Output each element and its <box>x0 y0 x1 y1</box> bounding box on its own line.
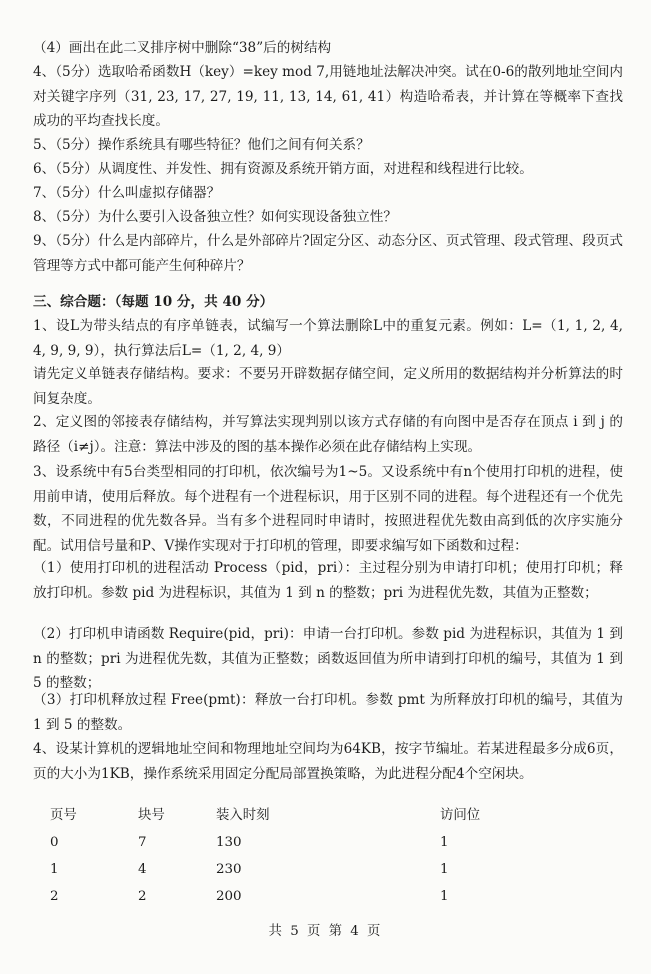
question-2-5: 5、（5分）操作系统具有哪些特征？他们之间有何关系？ <box>33 137 370 153</box>
cell-block-number: 2 <box>138 889 147 905</box>
cell-page-number: 2 <box>50 889 59 905</box>
question-2-8: 8、（5分）为什么要引入设备独立性？如何实现设备独立性？ <box>33 209 397 225</box>
table-row <box>50 884 510 911</box>
question-3-3-item-1: （1）使用打印机的进程活动 Process（pid，pri）：主过程分别为申请打印机；使用打印机；释放打印机。参数 pid 为进程标识，其值为 1 到 n 的整数；pri 为进程优先数，其值为正整数； <box>33 560 623 601</box>
cell-block-number: 4 <box>138 862 147 878</box>
table-row <box>50 857 510 884</box>
header-page-number: 页号 <box>50 808 77 824</box>
question-2-6: 6、（5分）从调度性、并发性、拥有资源及系统开销方面，对进程和线程进行比较。 <box>33 161 533 177</box>
cell-access-bit: 1 <box>440 889 449 905</box>
question-2-7: 7、（5分）什么叫虚拟存储器？ <box>33 185 221 201</box>
question-3-1-requirements: 请先定义单链表存储结构。要求：不要另开辟数据存储空间，定义所用的数据结构并分析算法的时间复杂度。 <box>33 366 623 407</box>
cell-load-time: 230 <box>216 862 242 878</box>
table-row <box>50 830 510 857</box>
question-3-1: 1、设L为带头结点的有序单链表，试编写一个算法删除L中的重复元素。例如：L=（1, 1, 2, 4, 4, 9, 9, 9），执行算法后L=（1, 2, 4, 9） <box>33 318 623 359</box>
cell-load-time: 200 <box>216 889 242 905</box>
question-3-3: 3、设系统中有5台类型相同的打印机，依次编号为1~5。又设系统中有n个使用打印机的进程，使用前申请，使用后释放。每个进程有一个进程标识，用于区别不同的进程。每个进程还有一个优先数，不同进程的优先数各异。当有多个进程同时申请时，按照进程优先数由高到低的次序实施分配。试用信号量和P、V操作实现对于打印机的管理，即要求编写如下函数和过程： <box>33 464 623 554</box>
header-load-time: 装入时刻 <box>216 808 270 824</box>
question-3-4: 4、设某计算机的逻辑地址空间和物理地址空间均为64KB，按字节编址。若某进程最多分成6页，页的大小为1KB，操作系统采用固定分配局部置换策略，为此进程分配4个空闲块。 <box>33 741 623 782</box>
page-footer: 共 5 页 第 4 页 <box>268 924 383 939</box>
header-block-number: 块号 <box>138 808 165 824</box>
question-3-3-item-2: （2）打印机申请函数 Require(pid，pri)：申请一台打印机。参数 pid 为进程标识，其值为 1 到 n 的整数；pri 为进程优先数，其值为正整数；函数返回值为所申请到打印机的编号，其值为 1 到 5 的整数； <box>33 626 623 691</box>
question-3-3-item-3: （3）打印机释放过程 Free(pmt)：释放一台打印机。参数 pmt 为所释放打印机的编号，其值为 1 到 5 的整数。 <box>33 692 623 733</box>
question-2-9: 9、（5分）什么是内部碎片，什么是外部碎片?固定分区、动态分区、页式管理、段式管理、段页式管理等方式中都可能产生何种碎片？ <box>33 233 623 274</box>
question-3-2: 2、定义图的邻接表存储结构，并写算法实现判别以该方式存储的有向图中是否存在顶点 i 到 j 的路径（i≠j）。注意：算法中涉及的图的基本操作必须在此存储结构上实现。 <box>33 414 623 455</box>
cell-block-number: 7 <box>138 835 147 851</box>
page-table-header <box>50 803 510 830</box>
cell-load-time: 130 <box>216 835 242 851</box>
header-access-bit: 访问位 <box>440 808 481 824</box>
cell-access-bit: 1 <box>440 835 449 851</box>
question-2-3-part-4: （4）画出在此二叉排序树中删除“38”后的树结构 <box>33 40 332 56</box>
page-table <box>50 803 510 911</box>
cell-page-number: 1 <box>50 862 59 878</box>
question-2-4: 4、（5分）选取哈希函数H（key）=key mod 7,用链地址法解决冲突。试在0-6的散列地址空间内对关键字序列（31, 23, 17, 27, 19, 11, 13, 14, 61, 41）构造哈希表，并计算在等概率下查找成功的平均查找长度。 <box>33 64 623 129</box>
cell-access-bit: 1 <box>440 862 449 878</box>
section-3-title: 三、综合题：（每题 10 分，共 40 分） <box>33 294 274 310</box>
cell-page-number: 0 <box>50 835 59 851</box>
